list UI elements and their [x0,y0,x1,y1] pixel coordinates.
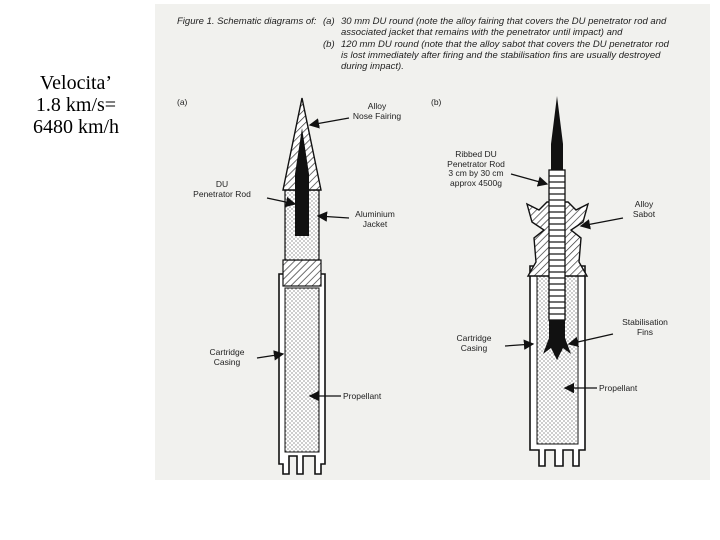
caption-part-b-tag: (b) [323,39,335,50]
caption-part-a-line2: associated jacket that remains with the penetrator until impact) and [341,27,623,38]
label-stabilisation-fins: Stabilisation Fins [622,317,668,337]
label-ribbed-du-penetrator-rod: Ribbed DU Penetrator Rod 3 cm by 30 cm approx 4500g [447,149,505,188]
propellant-a [285,288,319,452]
round-a-drawing [279,98,325,474]
figure-caption-prefix: Figure 1. Schematic diagrams of: [177,16,317,27]
caption-part-a-tag: (a) [323,16,335,27]
caption-part-b-line1: 120 mm DU round (note that the alloy sabot that covers the DU penetrator rod [341,39,669,50]
label-alloy-nose-fairing: Alloy Nose Fairing [352,101,402,121]
caption-part-b-line2: is lost immediately after firing and the stabilisation fins are usually destroyed [341,50,661,61]
label-cartridge-casing-b: Cartridge Casing [456,333,492,353]
velocity-line-1: Velocita’ [39,72,113,94]
velocity-line-3: 6480 km/h [32,116,120,138]
round-b-drawing [527,96,588,466]
jacket-base-a [283,260,321,286]
label-aluminium-jacket: Aluminium Jacket [355,209,395,229]
schematic-drawing [155,4,710,480]
panel-b-tag: (b) [431,97,442,107]
label-propellant-b: Propellant [599,383,638,393]
label-propellant-a: Propellant [343,391,382,401]
label-alloy-sabot: Alloy Sabot [632,199,656,219]
du-round-schematic-figure [155,4,710,480]
panel-a-tag: (a) [177,97,188,107]
velocity-text [8,72,144,138]
caption-part-a-line1: 30 mm DU round (note the alloy fairing that covers the DU penetrator rod and [341,16,667,27]
caption-part-b-line3: during impact). [341,61,404,72]
label-cartridge-casing-a: Cartridge Casing [209,347,245,367]
penetrator-tip-b [551,96,563,170]
label-du-penetrator-rod-a: DU Penetrator Rod [193,179,251,199]
ribbed-rod-b [549,170,565,320]
velocity-line-2: 1.8 km/s= [35,94,117,116]
